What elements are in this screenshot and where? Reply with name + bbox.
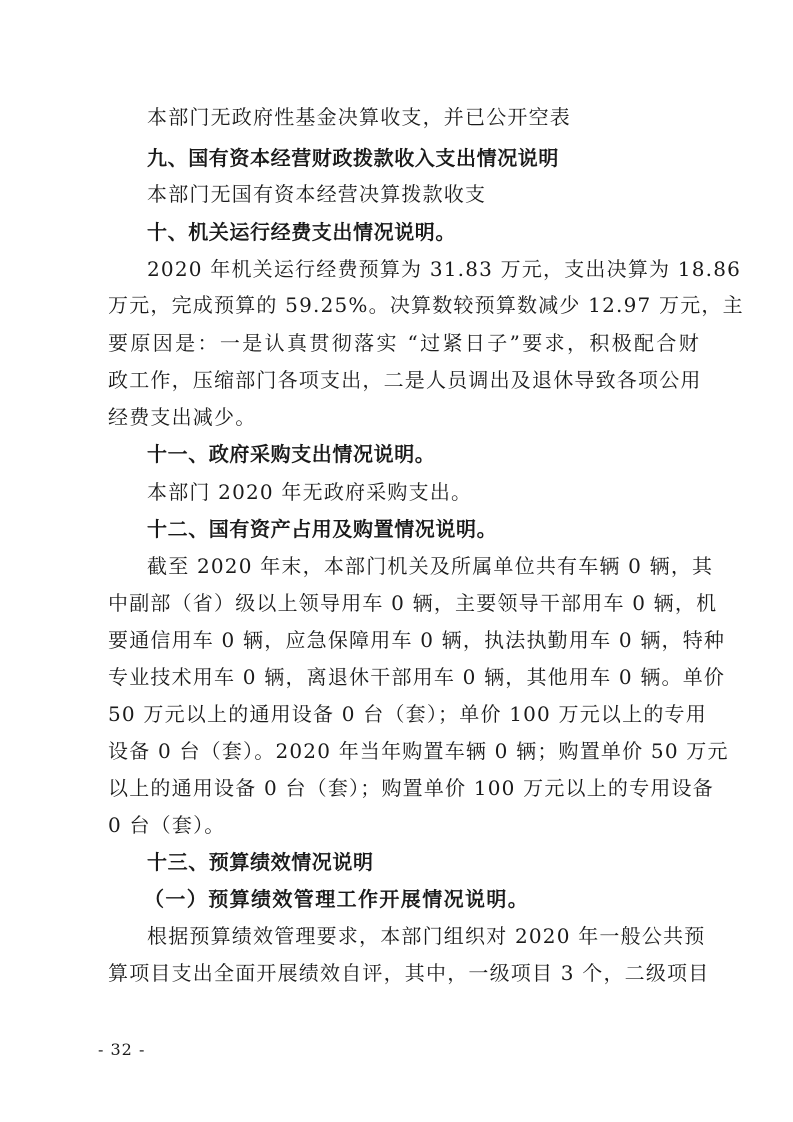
section-heading-9: 九、国有资本经营财政拨款收入支出情况说明: [147, 146, 559, 170]
paragraph-line: 经费支出减少。: [108, 405, 257, 429]
paragraph-line: 万元，完成预算的 59.25%。决算数较预算数减少 12.97 万元，主: [108, 293, 744, 317]
paragraph-line: 以上的通用设备 0 台（套）；购置单价 100 万元以上的专用设备: [108, 776, 714, 800]
section-heading-10: 十、机关运行经费支出情况说明。: [147, 220, 456, 244]
paragraph-line: 本部门 2020 年无政府采购支出。: [147, 480, 473, 504]
paragraph-line: 50 万元以上的通用设备 0 台（套）；单价 100 万元以上的专用: [108, 702, 707, 726]
paragraph-line: 截至 2020 年末，本部门机关及所属单位共有车辆 0 辆，其: [147, 554, 714, 578]
paragraph-line: 本部门无国有资本经营决算拨款收支: [147, 182, 487, 206]
section-heading-11: 十一、政府采购支出情况说明。: [147, 442, 436, 466]
section-heading-13: 十三、预算绩效情况说明: [147, 850, 374, 874]
paragraph-line: 0 台（套）。: [108, 813, 226, 837]
section-heading-12: 十二、国有资产占用及购置情况说明。: [147, 517, 498, 541]
page-number: - 32 -: [98, 1040, 146, 1059]
paragraph-line: 根据预算绩效管理要求，本部门组织对 2020 年一般公共预: [147, 924, 706, 948]
subsection-heading-1: （一）预算绩效管理工作开展情况说明。: [144, 887, 530, 911]
paragraph-line: 中副部（省）级以上领导用车 0 辆，主要领导干部用车 0 辆，机: [108, 591, 718, 615]
paragraph-line: 要通信用车 0 辆，应急保障用车 0 辆，执法执勤用车 0 辆，特种: [108, 628, 726, 652]
paragraph-line: 算项目支出全面开展绩效自评，其中，一级项目 3 个，二级项目: [108, 961, 710, 985]
paragraph-line: 专业技术用车 0 辆，离退休干部用车 0 辆，其他用车 0 辆。单价: [108, 665, 726, 689]
paragraph-line: 政工作，压缩部门各项支出，二是人员调出及退休导致各项公用: [108, 368, 702, 392]
paragraph-line: 2020 年机关运行经费预算为 31.83 万元，支出决算为 18.86: [147, 257, 742, 281]
paragraph-line: 本部门无政府性基金决算收支，并已公开空表: [147, 105, 571, 129]
paragraph-line: 设备 0 台（套）。2020 年当年购置车辆 0 辆；购置单价 50 万元: [108, 739, 729, 763]
paragraph-line: 要原因是：一是认真贯彻落实 “过紧日子”要求，积极配合财: [108, 331, 700, 355]
